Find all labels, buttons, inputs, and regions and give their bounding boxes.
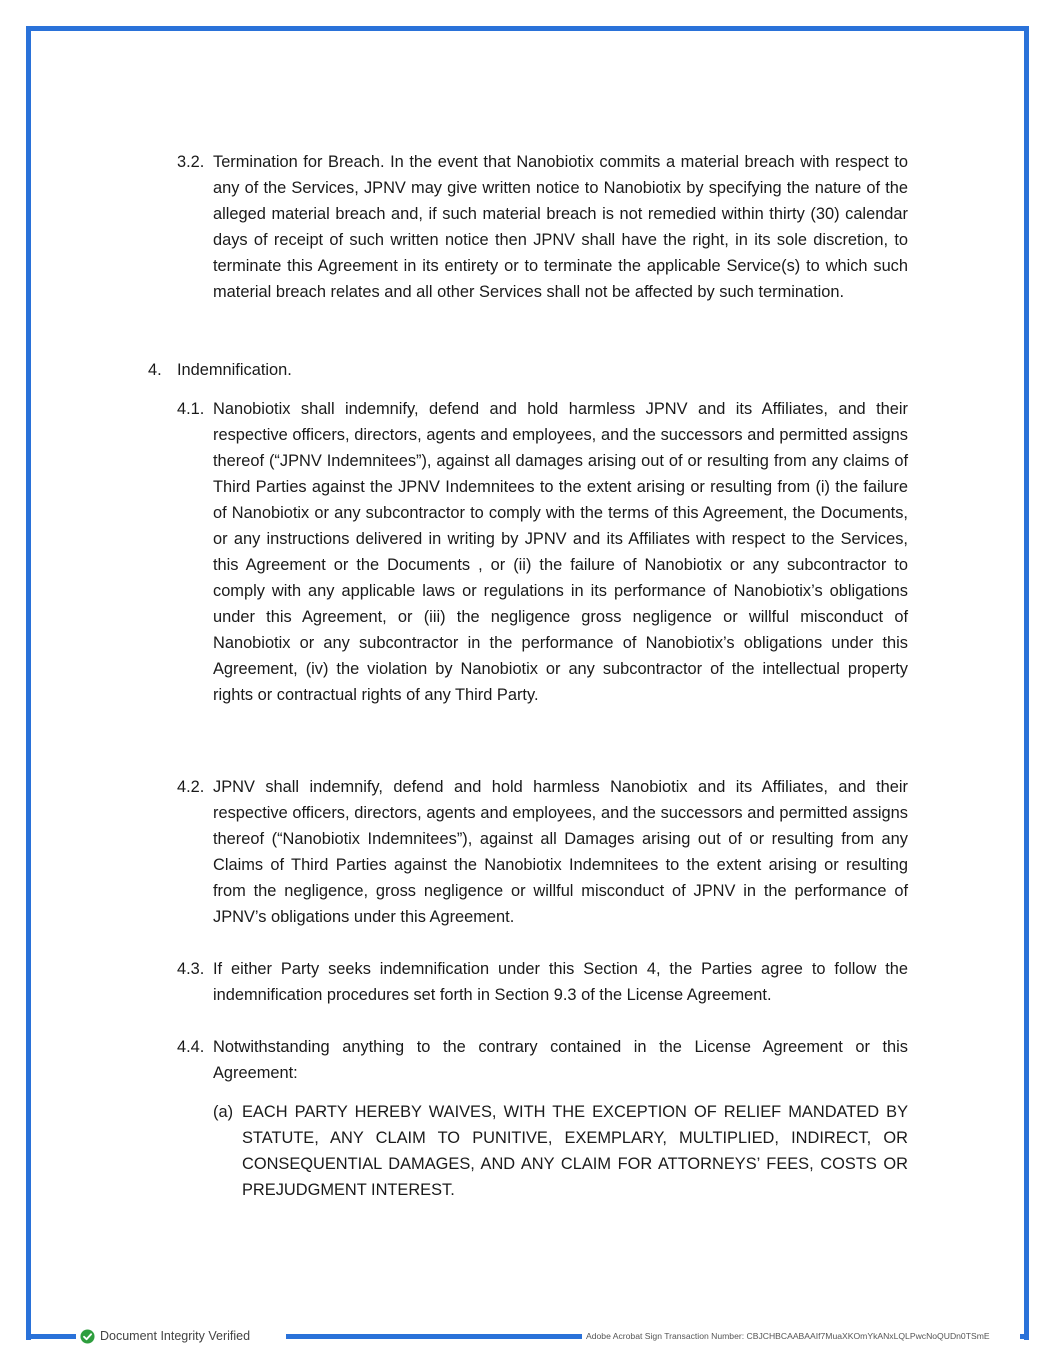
- page-frame-bottom: [286, 1334, 582, 1339]
- section-4-1: [177, 396, 908, 708]
- page-frame-top: [26, 26, 1029, 31]
- section-text: Nanobiotix shall indemnify, defend and hold harmless JPNV and its Affiliates, and their respective officers, directors, agents and employees, and the successors and permitted assigns thereof (“JPNV Indemnitees”), against all damages arising out of or resulting from any claims of Third Parties against the JPNV Indemnitees to the extent arising or resulting from (i) the failure of Nanobiotix or any subcontractor to comply with the terms of this Agreement, the Documents, or any instructions delivered in writing by JPNV and its Affiliates with respect to the Services, this Agreement or the Documents , or (ii) the failure of Nanobiotix or any subcontractor to comply with any applicable laws or regulations in its performance of Nanobiotix’s obligations under this Agreement, or (iii) the negligence gross negligence or willful misconduct of Nanobiotix or any subcontractor in the performance of Nanobiotix’s obligations under this Agreement, (iv) the violation by Nanobiotix or any subcontractor of the intellectual property rights or contractual rights of any Third Party.: [213, 400, 908, 704]
- section-text: JPNV shall indemnify, defend and hold harmless Nanobiotix and its Affiliates, and their respective officers, directors, agents and employees, and the successors and permitted assigns thereof (“Nanobiotix Indemnitees”), against all Damages arising out of or resulting from any Claims of Third Parties against the Nanobiotix Indemnitees to the extent arising or resulting from the negligence, gross negligence or willful misconduct of JPNV in the performance of JPNV’s obligations under this Agreement.: [213, 778, 908, 926]
- section-number: (a): [213, 1103, 234, 1121]
- section-number: 4.4.: [177, 1038, 205, 1056]
- section-4-4: [177, 1034, 908, 1086]
- section-4-heading: [148, 357, 292, 383]
- section-number: 4.1.: [177, 400, 205, 418]
- section-text: EACH PARTY HEREBY WAIVES, WITH THE EXCEPTION OF RELIEF MANDATED BY STATUTE, ANY CLAIM TO PUNITIVE, EXEMPLARY, MULTIPLIED, INDIRECT, OR CONSEQUENTIAL DAMAGES, AND ANY CLAIM FOR ATTORNEYS’ FEES, COSTS OR PREJUDGMENT INTEREST.: [242, 1103, 908, 1199]
- integrity-label: Document Integrity Verified: [100, 1329, 251, 1343]
- section-number: 4.3.: [177, 960, 205, 978]
- section-4-2: [177, 774, 908, 930]
- section-number: 4.2.: [177, 778, 205, 796]
- section-number: 4.: [148, 361, 162, 379]
- section-text: If either Party seeks indemnification under this Section 4, the Parties agree to follow the indemnification procedures set forth in Section 9.3 of the License Agreement.: [213, 960, 908, 1004]
- integrity-badge[interactable]: [80, 1326, 250, 1346]
- transaction-number: Adobe Acrobat Sign Transaction Number: CBJCHBCAABAAIf7MuaXKOmYkANxLQLPwcNoQUDn0TSmE: [586, 1331, 990, 1341]
- page-frame-left: [26, 26, 31, 1340]
- section-4-4-a: [213, 1099, 908, 1203]
- section-text: Notwithstanding anything to the contrary contained in the License Agreement or this Agreement:: [213, 1038, 908, 1082]
- check-circle-icon: [80, 1329, 95, 1344]
- section-4-3: [177, 956, 908, 1008]
- section-title: Indemnification.: [177, 361, 292, 379]
- page-frame-bottom: [26, 1334, 76, 1339]
- section-number: 3.2.: [177, 153, 205, 171]
- page-frame-right: [1024, 26, 1029, 1340]
- section-3-2: [177, 149, 908, 305]
- section-text: Termination for Breach. In the event that Nanobiotix commits a material breach with respect to any of the Services, JPNV may give written notice to Nanobiotix by specifying the nature of the alleged material breach and, if such material breach is not remedied within thirty (30) calendar days of receipt of such written notice then JPNV shall have the right, in its sole discretion, to terminate this Agreement in its entirety or to terminate the applicable Service(s) to which such material breach relates and all other Services shall not be affected by such termination.: [213, 153, 908, 301]
